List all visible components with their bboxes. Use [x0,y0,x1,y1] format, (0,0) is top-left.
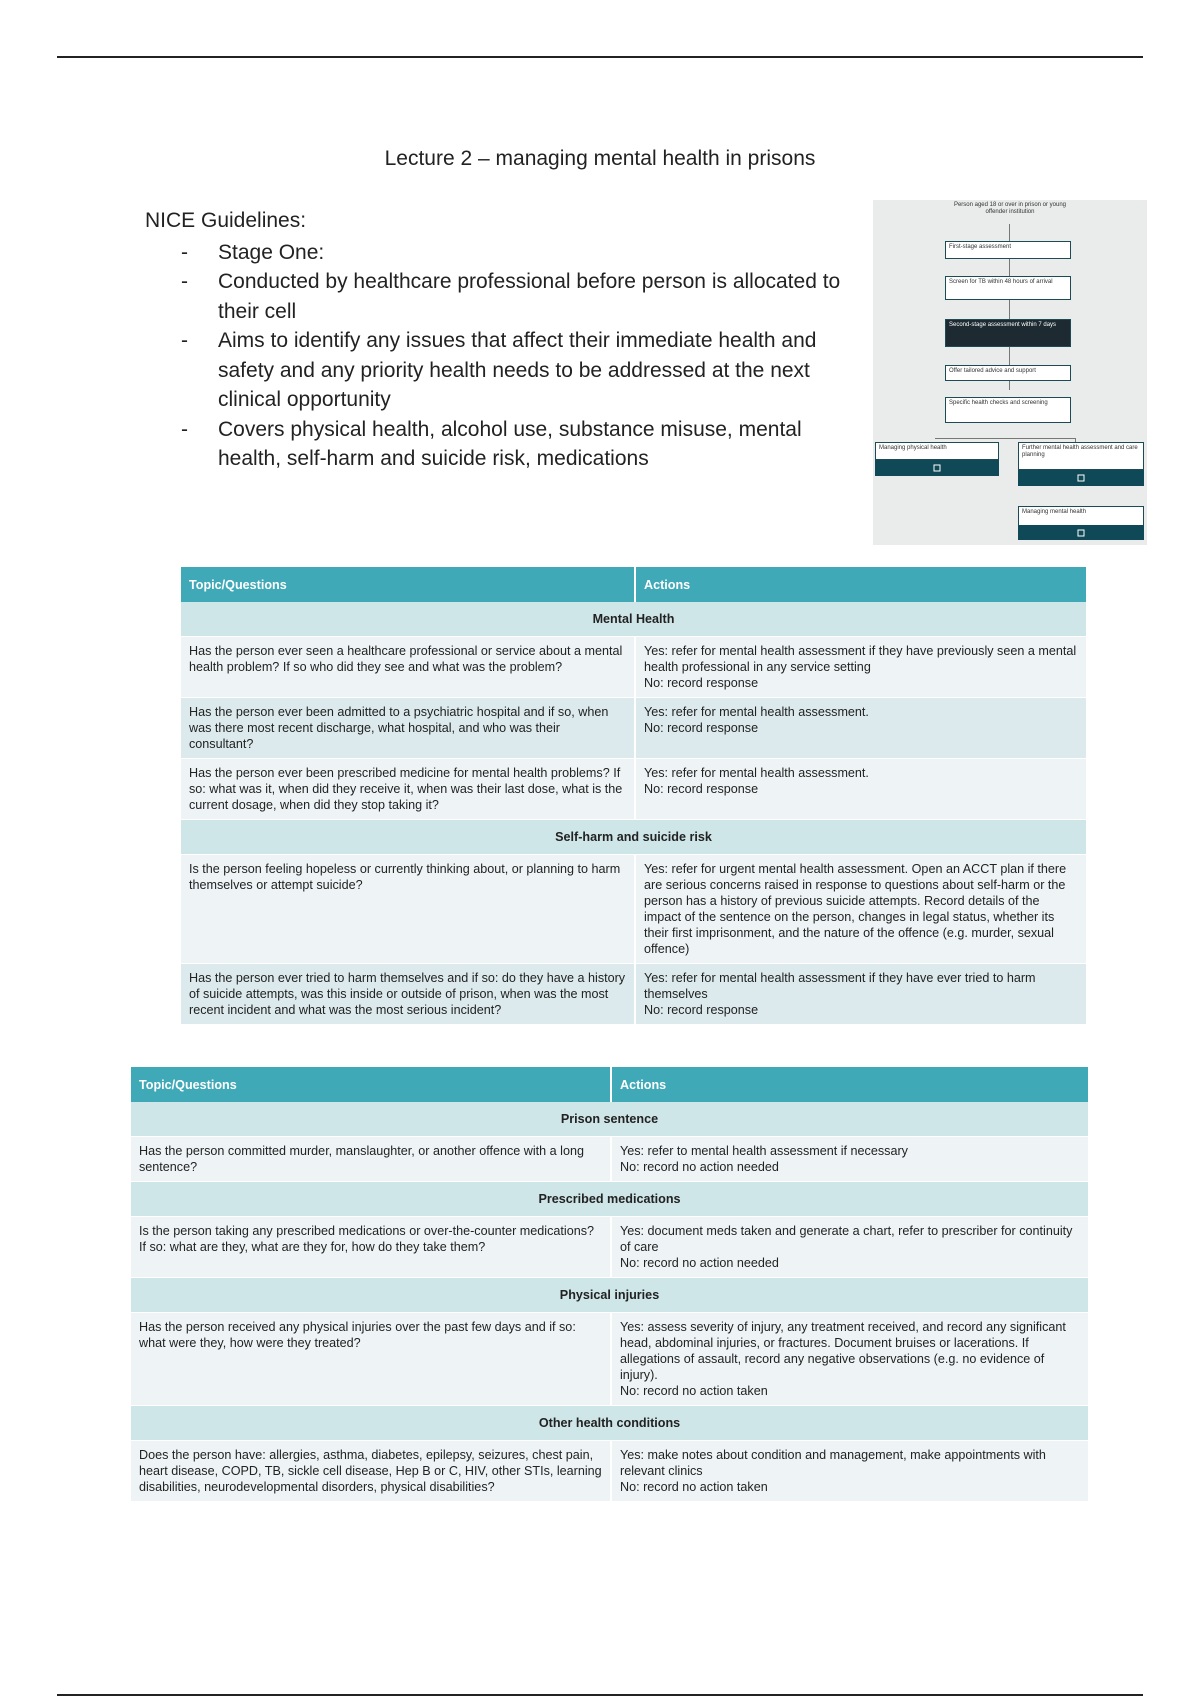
question-cell: Has the person ever tried to harm themselves and if so: do they have a history of suicide attempts, was this inside or outside of prison, when was the most recent incident and what was the most serious incident? [181,964,635,1025]
table-row [181,855,1087,964]
question-cell: Has the person ever been admitted to a psychiatric hospital and if so, when was there most recent discharge, what hospital, and who was their consultant? [181,698,635,759]
bottom-rule [57,1694,1143,1696]
action-cell: Yes: assess severity of injury, any treatment received, and record any significant head, abdominal injuries, or fractures. Document bruises or lacerations. If allegations of assault, record any negative observations (e.g. no evidence of injury). No: record no action taken [611,1313,1089,1406]
action-cell: Yes: refer for mental health assessment. No: record response [635,698,1087,759]
flow-connector [935,438,1075,439]
flow-node-start: Person aged 18 or over in prison or young offender institution [953,202,1067,215]
section-title: Prison sentence [131,1102,1089,1137]
list-item: - Conducted by healthcare professional before person is allocated to their cell [181,270,841,323]
question-cell: Has the person ever seen a healthcare professional or service about a mental health problem? If so who did they see and what was the problem? [181,637,635,698]
flow-node-managing-bar [1018,525,1144,540]
table-row [181,637,1087,698]
table-row [181,759,1087,820]
action-cell: Yes: refer for mental health assessment. No: record response [635,759,1087,820]
flow-node-physical: Managing physical health [875,442,999,460]
section-title: Prescribed medications [131,1182,1089,1217]
top-rule [57,56,1143,58]
question-cell: Does the person have: allergies, asthma, diabetes, epilepsy, seizures, chest pain, heart disease, COPD, TB, sickle cell disease, Hep B or C, HIV, other STIs, learning disabilities, neurodevelopmental disorders, physical disabilities? [131,1441,611,1502]
section-row [131,1102,1089,1137]
table-row [181,964,1087,1025]
mental-health-table [181,567,1088,1025]
nice-pathway-flowchart [873,200,1147,545]
action-cell: Yes: document meds taken and generate a chart, refer to prescriber for continuity of care No: record no action needed [611,1217,1089,1278]
section-title: Other health conditions [131,1406,1089,1441]
table-row [131,1313,1089,1406]
section-row [181,820,1087,855]
page-title: Lecture 2 – managing mental health in prisons [384,147,816,170]
guidelines-heading: NICE Guidelines: [145,209,307,232]
table-row [131,1137,1089,1182]
flow-node-managing-mental: Managing mental health [1018,506,1144,526]
table-row [181,698,1087,759]
flow-node-advice: Offer tailored advice and support [945,365,1071,381]
action-cell: Yes: refer for mental health assessment if they have previously seen a mental health professional in any service setting No: record response [635,637,1087,698]
flow-node-further-assessment: Further mental health assessment and care planning [1018,442,1144,470]
section-row [131,1406,1089,1441]
section-title: Mental Health [181,602,1087,637]
flow-node-further-bar [1018,470,1144,486]
table-row [131,1217,1089,1278]
action-cell: Yes: make notes about condition and management, make appointments with relevant clinics No: record no action taken [611,1441,1089,1502]
flow-node-physical-bar [875,460,999,476]
list-item: - Covers physical health, alcohol use, substance misuse, mental health, self-harm and suicide risk, medications [181,417,802,470]
column-header: Topic/Questions [131,1067,611,1102]
section-title: Physical injuries [131,1278,1089,1313]
question-cell: Is the person feeling hopeless or currently thinking about, or planning to harm themselves or attempt suicide? [181,855,635,964]
section-row [131,1182,1089,1217]
action-cell: Yes: refer for urgent mental health assessment. Open an ACCT plan if there are serious concerns raised in response to questions about self-harm or the person has a history of previous suicide attempts. Record details of the impact of the sentence on the person, changes in legal status, whether its their first imprisonment, and the nature of the offence (e.g. murder, sexual offence) [635,855,1087,964]
guidelines-list [145,238,855,474]
flow-node-first-stage: First-stage assessment [945,241,1071,259]
section-row [131,1278,1089,1313]
list-item: - Stage One: [181,240,325,264]
question-cell: Has the person committed murder, manslaughter, or another offence with a long sentence? [131,1137,611,1182]
column-header: Topic/Questions [181,567,635,602]
question-cell: Is the person taking any prescribed medications or over-the-counter medications? If so: what are they, what are they for, how do they take them? [131,1217,611,1278]
flow-node-tb-screen: Screen for TB within 48 hours of arrival [945,276,1071,300]
table-row [131,1441,1089,1502]
section-row [181,602,1087,637]
section-title: Self-harm and suicide risk [181,820,1087,855]
column-header: Actions [635,567,1087,602]
action-cell: Yes: refer to mental health assessment if necessary No: record no action needed [611,1137,1089,1182]
question-cell: Has the person received any physical injuries over the past few days and if so: what were they, how were they treated? [131,1313,611,1406]
table-header-row [181,567,1087,602]
question-cell: Has the person ever been prescribed medicine for mental health problems? If so: what was it, when did they receive it, when was their last dose, what is the current dosage, when did they stop taking it? [181,759,635,820]
table-header-row [131,1067,1089,1102]
column-header: Actions [611,1067,1089,1102]
guidelines-block [145,206,855,474]
flow-node-health-checks: Specific health checks and screening [945,397,1071,423]
health-screening-table [131,1067,1090,1502]
flow-node-second-stage: Second-stage assessment within 7 days [945,319,1071,347]
list-item: - Aims to identify any issues that affect their immediate health and safety and any priority health needs to be addressed at the next clinical opportunity [181,329,817,411]
action-cell: Yes: refer for mental health assessment if they have ever tried to harm themselves No: record response [635,964,1087,1025]
